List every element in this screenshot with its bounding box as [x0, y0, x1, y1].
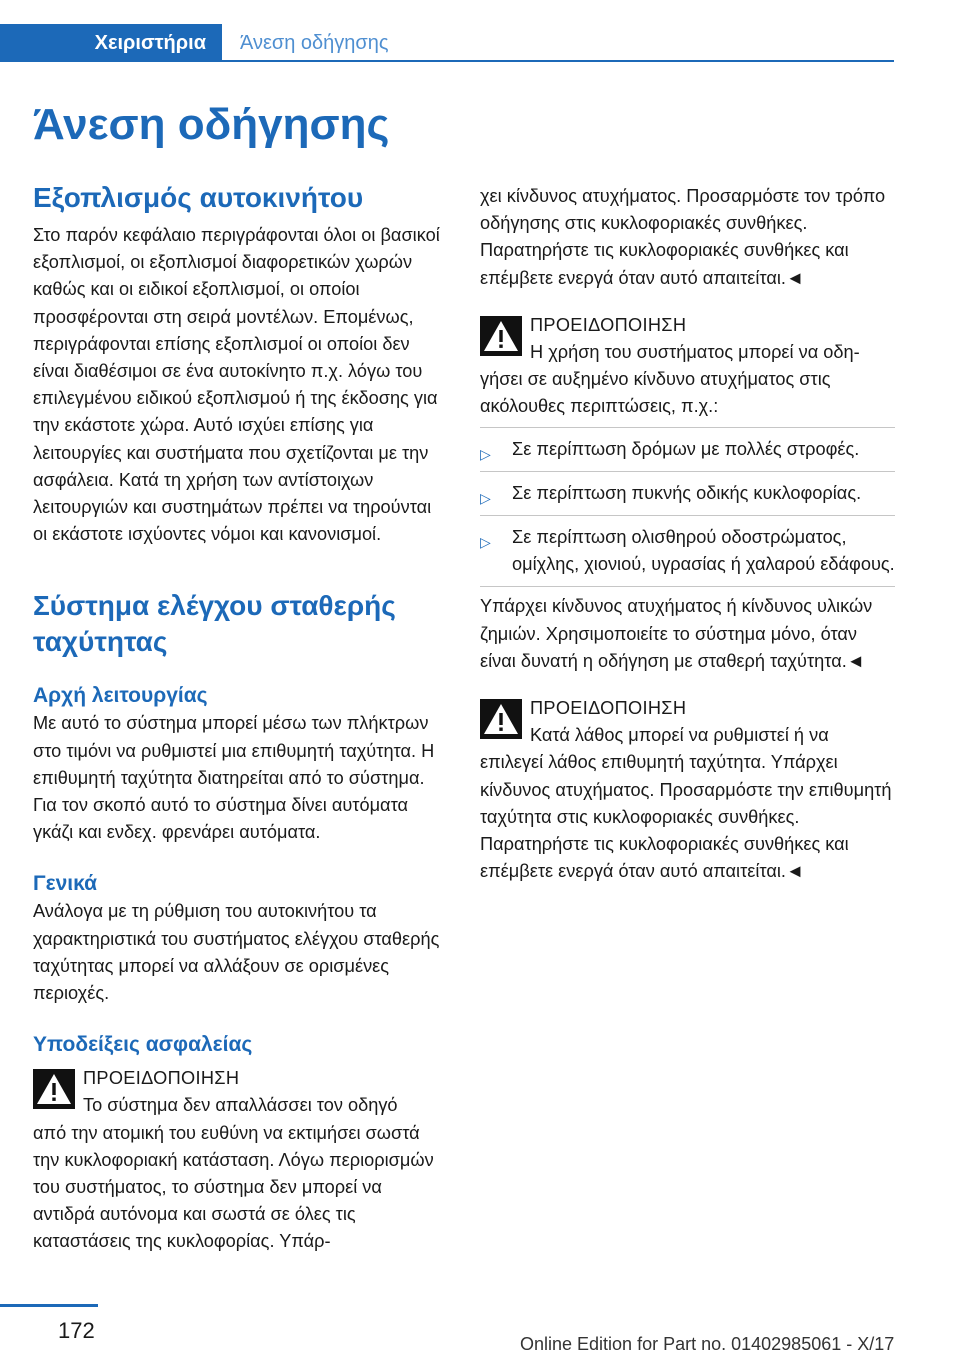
general-heading: Γενικά	[33, 872, 98, 896]
warning-block	[480, 312, 895, 366]
warning-text: επιλεγεί λάθος επιθυμητή ταχύτητα. Υπάρχει κίνδυνος ατυχήματος. Προσαρμόστε την επιθυμητή ταχύτητα στις κυκλοφοριακές συνθήκες. Παρατηρήστε τις κυκλοφοριακές συνθήκες και επέμβετε ενεργά όταν αυτό απαιτείται.◄	[480, 752, 892, 882]
general-text: Ανάλογα με τη ρύθμιση του αυτοκινήτου τα χαρακτηριστικά του συστήματος ελέγχου σταθερής ταχύτητας μπορεί να αλλάξουν σε ορισμένες περιοχές.	[33, 901, 440, 1004]
warning-block	[33, 1065, 448, 1119]
warning-text: γήσει σε αυξημένο κίνδυνο ατυχήματος στις ακόλουθες περιπτώσεις, π.χ.:	[480, 369, 831, 417]
warning-icon	[480, 699, 522, 739]
list-item-text: Σε περίπτωση πυκνής οδικής κυκλοφορίας.	[512, 482, 862, 503]
principle-heading: Αρχή λειτουργίας	[33, 684, 208, 708]
warning-label: ΠΡΟΕΙΔΟΠΟΙΗΣΗ	[530, 698, 687, 719]
principle-text: Με αυτό το σύστημα μπορεί μέσω των πλήκτρων στο τιμόνι να ρυθμιστεί μια επιθυμητή ταχύτητα. Η επιθυμητή ταχύτητα διατηρείται από το σύστημα. Για τον σκοπό αυτό το σύστημα δίνει αυτόματα γκάζι και ενδεχ. φρενάρει αυτόματα.	[33, 713, 435, 843]
equipment-heading: Εξοπλισμός αυτοκινήτου	[33, 182, 364, 213]
warning-text: από την ατομική του ευθύνη να εκτιμήσει σωστά την κυκλοφοριακή κατάσταση. Λόγω περιορισμών του συστήματος, το σύστημα δεν μπορεί να αντιδρά αυτόνομα και σωστά σε όλες τις καταστάσεις της κυκλοφορίας. Υπάρ-	[33, 1122, 434, 1252]
continued-text: χει κίνδυνος ατυχήματος. Προσαρμόστε τον τρόπο οδήγησης στις κυκλοφοριακές συνθήκες. Παρατηρήστε τις κυκλοφοριακές συνθήκες και επέμβετε ενεργά όταν αυτό απαιτείται.◄	[480, 186, 886, 288]
risk-text: Υπάρχει κίνδυνος ατυχήματος ή κίνδυνος υλικών ζημιών. Χρησιμοποιείτε το σύστημα μόνο, όταν είναι δυνατή η οδήγηση με σταθερή ταχύτητα.◄	[480, 596, 873, 671]
header-bar	[0, 0, 960, 62]
edition-note: Online Edition for Part no. 01402985061 - X/17	[520, 1334, 895, 1354]
section-tab-label: Χειριστήρια	[94, 32, 206, 54]
breadcrumb[interactable]: Άνεση οδήγησης	[240, 32, 389, 54]
warning-label: ΠΡΟΕΙΔΟΠΟΙΗΣΗ	[530, 314, 687, 335]
bullet-list	[480, 427, 895, 588]
left-column	[33, 180, 448, 1256]
warning-first-line: Κατά λάθος μπορεί να ρυθμιστεί ή να	[530, 725, 829, 746]
warning-block	[480, 695, 895, 749]
warning-icon	[33, 1069, 75, 1109]
bullet-triangle-icon: ▷	[480, 445, 491, 462]
list-item-text: Σε περίπτωση ολισθηρού οδοστρώματος, ομίχλης, χιονιού, υγρασίας ή χαλαρού εδάφους.	[512, 527, 895, 575]
page-number: 172	[58, 1318, 95, 1343]
list-item	[480, 516, 895, 587]
footer-rule	[0, 1304, 98, 1307]
warning-first-line: Η χρήση του συστήματος μπορεί να οδη-	[530, 342, 860, 363]
bullet-triangle-icon: ▷	[480, 489, 491, 506]
page-title: Άνεση οδήγησης	[33, 100, 390, 149]
list-item	[480, 427, 895, 472]
safety-heading: Υποδείξεις ασφαλείας	[33, 1033, 253, 1057]
right-column	[480, 183, 895, 885]
equipment-text: Στο παρόν κεφάλαιο περιγράφονται όλοι οι βασικοί εξοπλισμοί, οι εξοπλισμοί διαφορετικών χωρών καθώς και οι ειδικοί εξοπλισμοί, οι οποίοι προσφέρονται στη σειρά μοντέλων. Επομένως, περιγράφονται επίσης εξοπλισμοί οι οποίοι δεν είναι διαθέσιμοι σε ένα αυτοκίνητο π.χ. λόγω του επιλεγμένου ειδικού εξοπλισμού ή της έκδοσης για την εκάστοτε χώρα. Αυτό ισχύει επίσης για λειτουργίες και συστήματα που σχετίζονται με την ασφάλεια. Κατά τη χρήση των αντίστοιχων λειτουργιών και συστημάτων πρέπει να τηρούνται οι εκάστοτε ισχύοντες νόμοι και κανονισμοί.	[33, 225, 440, 545]
warning-label: ΠΡΟΕΙΔΟΠΟΙΗΣΗ	[83, 1068, 240, 1089]
warning-first-line: Το σύστημα δεν απαλλάσσει τον οδηγό	[83, 1095, 398, 1116]
warning-icon	[480, 316, 522, 356]
bullet-triangle-icon: ▷	[480, 534, 491, 551]
cruise-control-heading: Σύστημα ελέγχου σταθερής ταχύτητας	[33, 590, 396, 658]
list-item-text: Σε περίπτωση δρόμων με πολλές στροφές.	[512, 438, 860, 459]
list-item	[480, 472, 895, 516]
header-rule	[222, 60, 894, 62]
section-tab-controls[interactable]	[0, 24, 222, 62]
